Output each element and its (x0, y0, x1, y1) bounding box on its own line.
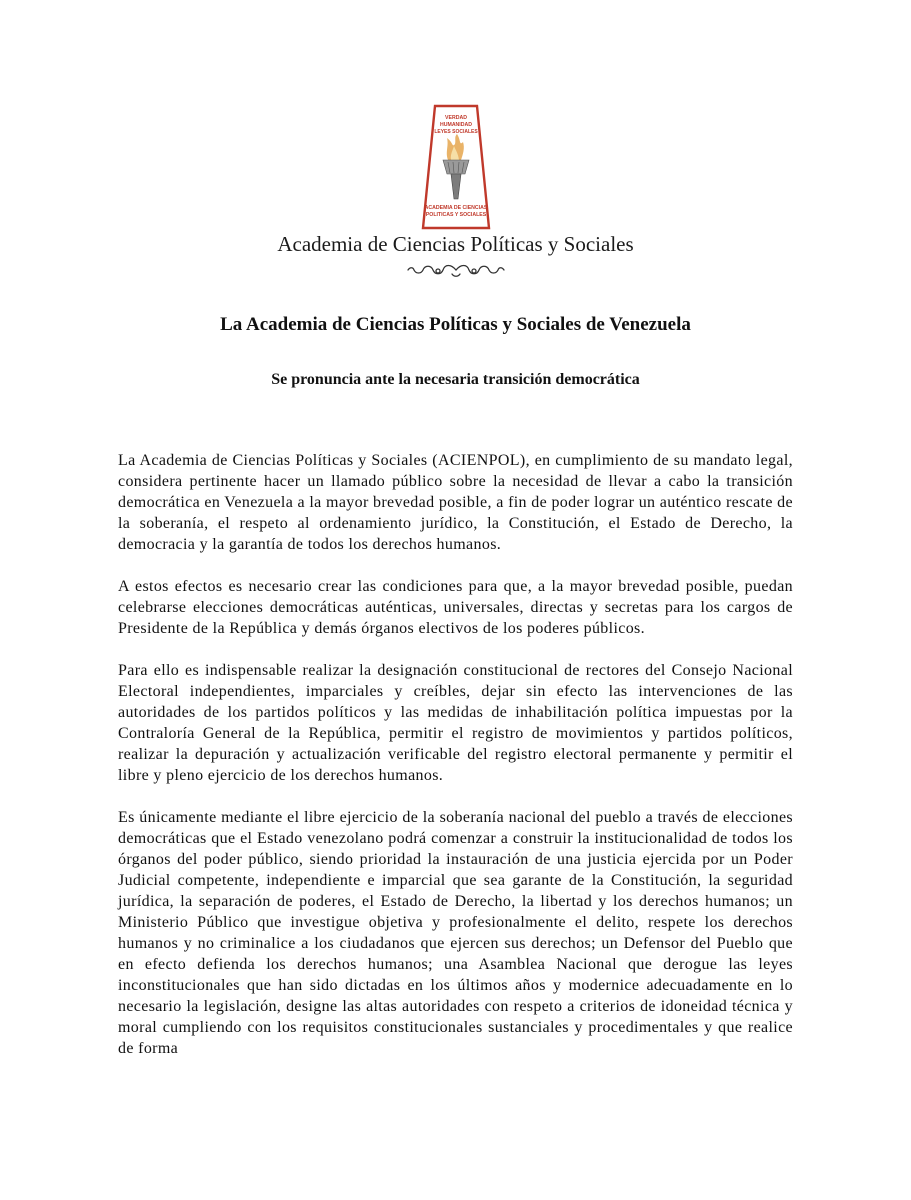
academy-logo (421, 104, 491, 230)
logo-name-2: POLITICAS Y SOCIALES (425, 212, 487, 218)
logo-motto-1: VERDAD (445, 115, 467, 121)
flourish-divider-icon (405, 262, 507, 278)
logo-motto-3: LEYES SOCIALES (434, 129, 478, 135)
organization-name: Academia de Ciencias Políticas y Sociales (277, 232, 634, 256)
document-subtitle: Se pronuncia ante la necesaria transición democrática (271, 371, 640, 388)
paragraph-3: Para ello es indispensable realizar la designación constitucional de rectores del Consejo Nacional Electoral independientes, imparciales y creíbles, dejar sin efecto las intervenciones de las autoridades de los partidos políticos y las medidas de inhabilitación política impuestas por la Contraloría General de la República, permitir el registro de movimientos y partidos políticos, realizar la depuración y actualización verificable del registro electoral permanente y permitir el libre y pleno ejercicio de los derechos humanos. (118, 662, 793, 784)
logo-name-1: ACADEMIA DE CIENCIAS (424, 205, 488, 211)
paragraph-2: A estos efectos es necesario crear las condiciones para que, a la mayor brevedad posible, puedan celebrarse elecciones democráticas auténticas, universales, directas y secretas para los cargos de Presidente de la República y demás órganos electivos de los poderes públicos. (118, 578, 793, 637)
document-body (118, 450, 793, 1080)
logo-motto-2: HUMANIDAD (440, 122, 472, 128)
paragraph-1: La Academia de Ciencias Políticas y Sociales (ACIENPOL), en cumplimiento de su mandato legal, considera pertinente hacer un llamado público sobre la necesidad de llevar a cabo la transición democrática en Venezuela a la mayor brevedad posible, a fin de poder lograr un auténtico rescate de la soberanía, el respeto al ordenamiento jurídico, la Constitución, el Estado de Derecho, la democracia y la garantía de todos los derechos humanos. (118, 452, 793, 553)
torch-emblem-icon (421, 104, 491, 230)
document-title: La Academia de Ciencias Políticas y Sociales de Venezuela (220, 314, 691, 335)
paragraph-4: Es únicamente mediante el libre ejercicio de la soberanía nacional del pueblo a través de elecciones democráticas que el Estado venezolano podrá comenzar a construir la institucionalidad de todos los órganos del poder público, siendo prioridad la instauración de una justicia ejercida por un Poder Judicial competente, independiente e imparcial que sea garante de la Constitución, la seguridad jurídica, la separación de poderes, el Estado de Derecho, la libertad y los derechos humanos; un Ministerio Público que investigue objetiva y profesionalmente el delito, respete los derechos humanos y no criminalice a los ciudadanos que ejercen sus derechos; un Defensor del Pueblo que en efecto defienda los derechos humanos; una Asamblea Nacional que derogue las leyes inconstitucionales que han sido dictadas en los últimos años y modernice adecuadamente en lo necesario la legislación, designe las altas autoridades con respeto a criterios de idoneidad técnica y moral cumpliendo con los requisitos constitucionales sustanciales y procedimentales y que realice de forma (118, 809, 793, 1057)
